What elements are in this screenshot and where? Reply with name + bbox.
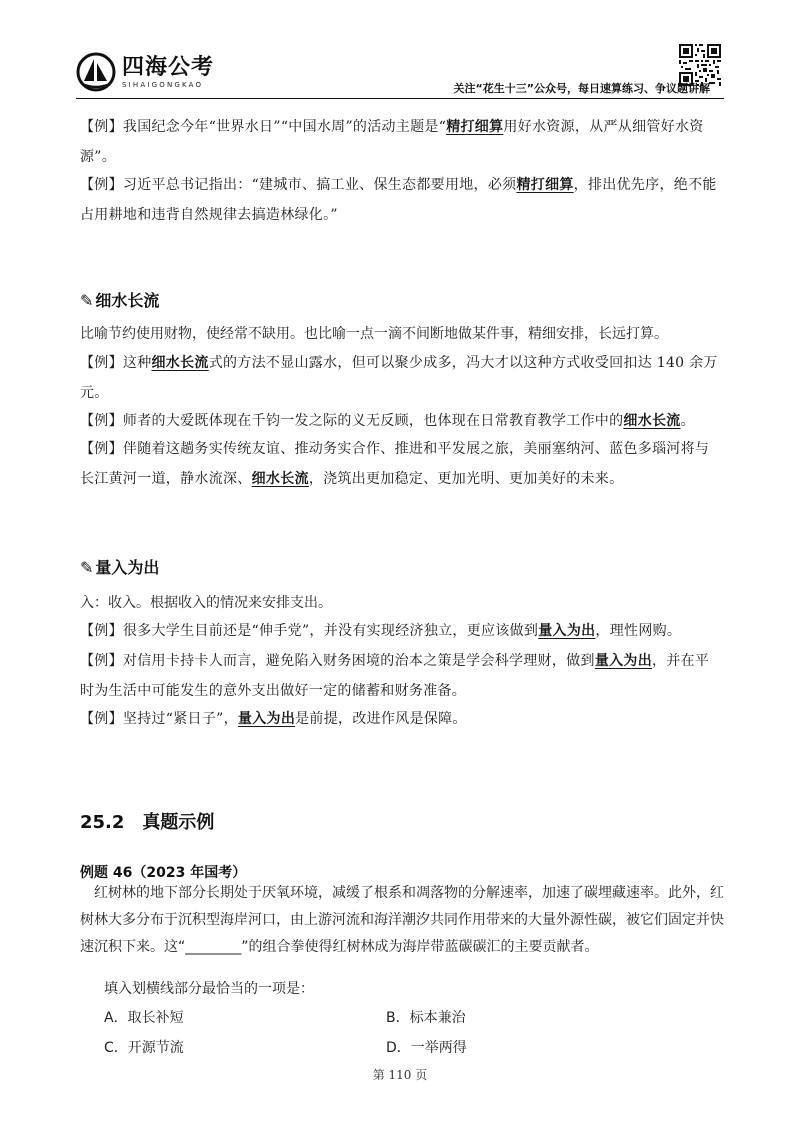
example-paragraph: 【例】这种细水长流式的方法不显山露水，但可以聚少成多，冯大才以这种方式收受回扣达 140 余万元。: [80, 355, 718, 401]
example-paragraph: 【例】伴随着这趟务实传统友谊、推动务实合作、推进和平发展之旅，美丽塞纳河、蓝色多瑙河将与长江黄河一道，静水流深、细水长流，浇筑出更加稳定、更加光明、更加美好的未来。: [80, 441, 710, 487]
keyword: 细水长流: [251, 471, 309, 487]
brand-name: 四海公考: [122, 54, 215, 80]
example-paragraph: 【例】我国纪念今年“世界水日”“中国水周”的活动主题是“精打细算用好水资源，从严从细管好水资源”。: [80, 119, 704, 165]
page-header: [0, 0, 800, 100]
example-paragraph: 【例】坚持过“紧日子”，量入为出是前提，改进作风是保障。: [80, 711, 467, 727]
example-paragraph: 【例】师者的大爱既体现在千钧一发之际的义无反顾，也体现在日常教育教学工作中的细水长流。: [80, 413, 695, 429]
section-heading: [80, 808, 214, 834]
pencil-icon: ✎: [80, 558, 94, 577]
header-tagline: 关注“花生十三”公众号，每日速算练习、争议题讲解: [453, 82, 710, 95]
example-paragraph: 【例】很多大学生目前还是“伸手党”，并没有实现经济独立，更应该做到量入为出，理性网购。: [80, 623, 682, 639]
keyword: 精打细算: [516, 177, 574, 193]
question-prompt: 填入划横线部分最恰当的一项是：: [104, 981, 314, 997]
question-stem: 红树林的地下部分长期处于厌氧环境，减缓了根系和凋落物的分解速率，加速了碳埋藏速率。此外，红树林大多分布于沉积型海岸河口，由上游河流和海洋潮汐共同作用带来的大量外源性碳，被它们固定并快速沉积下来。这“________”的组合拳使得红树林成为海岸带蓝碳碳汇的主要贡献者。: [80, 885, 724, 955]
idiom-definition: 入：收入。根据收入的情况来安排支出。: [80, 595, 332, 611]
idiom-definition: 比喻节约使用财物，使经常不缺用。也比喻一点一滴不间断地做某件事，精细安排，长远打算。: [80, 326, 668, 342]
brand-logo: [76, 52, 214, 92]
option-a: A．取长补短: [104, 1010, 184, 1026]
section-title: 真题示例: [142, 812, 215, 833]
keyword: 量入为出: [594, 653, 653, 669]
pencil-icon: ✎: [80, 291, 94, 310]
keyword: 细水长流: [151, 355, 209, 371]
keyword: 细水长流: [623, 413, 681, 429]
idiom-heading: ✎ 细水长流: [80, 291, 160, 310]
keyword: 精打细算: [446, 119, 504, 135]
question-title: 例题 46（2023 年国考）: [80, 865, 247, 881]
section-number: 25.2: [80, 812, 125, 833]
option-b: B．标本兼治: [386, 1010, 466, 1026]
keyword: 量入为出: [237, 711, 296, 727]
header-divider: [76, 98, 724, 99]
idiom-heading: ✎ 量入为出: [80, 558, 160, 577]
example-paragraph: 【例】对信用卡持卡人而言，避免陷入财务困境的治本之策是学会科学理财，做到量入为出，并在平时为生活中可能发生的意外支出做好一定的储蓄和财务准备。: [80, 653, 710, 699]
example-paragraph: 【例】习近平总书记指出：“建城市、搞工业、保生态都要用地，必须精打细算，排出优先序，绝不能占用耕地和违背自然规律去搞造林绿化。”: [80, 177, 717, 223]
brand-pinyin: SIHAIGONGKAO: [122, 80, 204, 89]
sailboat-logo-icon: [76, 52, 116, 92]
keyword: 量入为出: [538, 623, 596, 639]
page-number: 第 110 页: [372, 1068, 428, 1082]
option-d: D．一举两得: [386, 1040, 467, 1056]
option-c: C．开源节流: [104, 1040, 184, 1056]
